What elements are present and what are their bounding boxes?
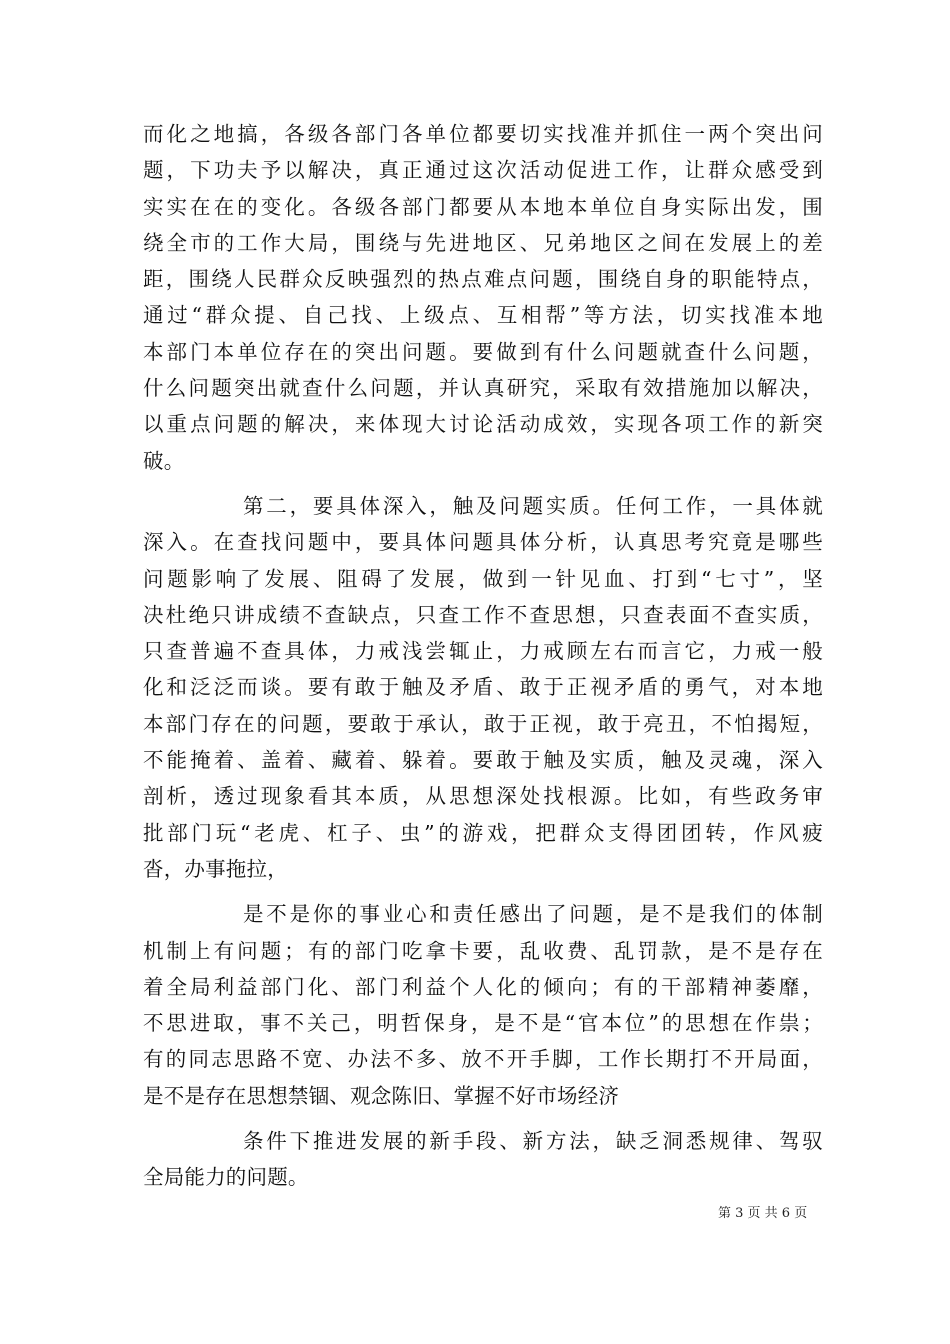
paragraph-4 [143, 1123, 823, 1196]
paragraph-1 [143, 116, 823, 479]
text-line: 机制上有问题；有的部门吃拿卡要，乱收费、乱罚款，是不是存在 [143, 938, 823, 963]
text-line: 剖析，透过现象看其本质，从思想深处找根源。比如，有些政务审 [143, 784, 823, 809]
paragraph-gap [143, 887, 823, 896]
text-line: 不能掩着、盖着、藏着、躲着。要敢于触及实质，触及灵魂，深入 [143, 748, 823, 773]
text-line: 本部门存在的问题，要敢于承认，敢于正视，敢于亮丑，不怕揭短， [143, 711, 823, 736]
text-line: 破。 [143, 448, 185, 473]
text-line: 而化之地搞，各级各部门各单位都要切实找准并抓住一两个突出问 [143, 122, 823, 146]
paragraph-gap [143, 479, 823, 488]
page-number-footer: 第 3 页 共 6 页 [718, 1206, 808, 1221]
paragraph-gap [143, 1114, 823, 1123]
text-line: 以重点问题的解决，来体现大讨论活动成效，实现各项工作的新突 [143, 412, 823, 437]
text-line: 实实在在的变化。各级各部门都要从本地本单位自身实际出发，围 [143, 194, 823, 219]
text-line: 决杜绝只讲成绩不查缺点，只查工作不查思想，只查表面不查实质， [143, 602, 823, 627]
text-line: 本部门本单位存在的突出问题。要做到有什么问题就查什么问题， [143, 339, 823, 364]
text-line: 什么问题突出就查什么问题，并认真研究，采取有效措施加以解决， [143, 376, 823, 401]
text-line: 条件下推进发展的新手段、新方法，缺乏洞悉规律、驾驭 [243, 1129, 823, 1154]
text-line: 距，围绕人民群众反映强烈的热点难点问题，围绕自身的职能特点， [143, 267, 823, 292]
text-line: 是不是存在思想禁锢、观念陈旧、掌握不好市场经济 [143, 1083, 620, 1108]
text-line: 题，下功夫予以解决，真正通过这次活动促进工作，让群众感受到 [143, 158, 823, 183]
text-line: 只查普遍不查具体，力戒浅尝辄止，力戒顾左右而言它，力戒一般 [143, 639, 823, 664]
text-line: 绕全市的工作大局，围绕与先进地区、兄弟地区之间在发展上的差 [143, 230, 823, 255]
text-line: 化和泛泛而谈。要有敢于触及矛盾、敢于正视矛盾的勇气，对本地 [143, 675, 823, 700]
paragraph-3 [143, 896, 823, 1114]
text-line: 问题影响了发展、阻碍了发展，做到一针见血、打到“七寸”，坚 [143, 566, 823, 591]
text-line: 深入。在查找问题中，要具体问题具体分析，认真思考究竟是哪些 [143, 530, 823, 555]
text-line: 不思进取，事不关己，明哲保身，是不是“官本位”的思想在作祟； [143, 1011, 823, 1036]
text-line: 通过“群众提、自己找、上级点、互相帮”等方法，切实找准本地 [143, 303, 823, 328]
text-line: 有的同志思路不宽、办法不多、放不开手脚，工作长期打不开局面， [143, 1047, 823, 1072]
text-line: 沓，办事拖拉， [143, 856, 288, 881]
document-body [143, 116, 823, 1196]
text-line: 批部门玩“老虎、杠子、虫”的游戏，把群众支得团团转，作风疲 [143, 820, 823, 845]
text-line: 是不是你的事业心和责任感出了问题，是不是我们的体制 [243, 902, 823, 927]
text-line: 第二，要具体深入，触及问题实质。任何工作，一具体就 [243, 493, 823, 518]
text-line: 全局能力的问题。 [143, 1165, 309, 1190]
text-line: 着全局利益部门化、部门利益个人化的倾向；有的干部精神萎靡， [143, 974, 823, 999]
paragraph-2 [143, 488, 823, 887]
